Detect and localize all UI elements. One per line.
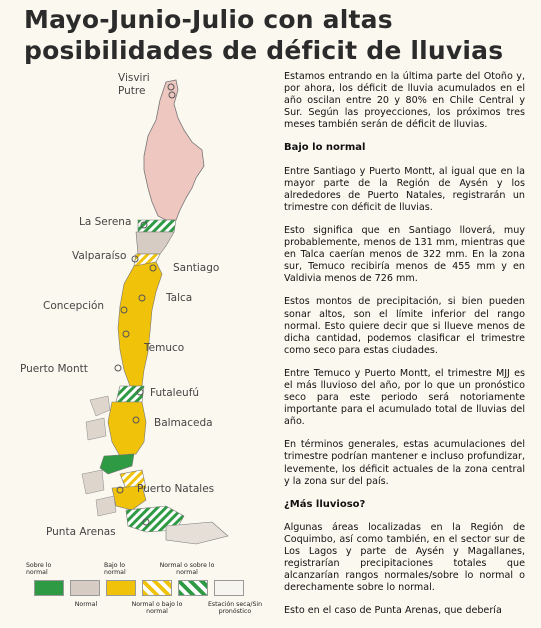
legend-swatch-normal (70, 580, 100, 596)
label-putre: Putre (118, 85, 146, 97)
legend-label-estacion-seca: Estación seca/Sin pronóstico (207, 601, 263, 615)
label-santiago: Santiago (173, 262, 220, 274)
label-concepcion: Concepción (43, 300, 105, 312)
label-puerto-montt: Puerto Montt (20, 363, 88, 375)
label-futaleufu: Futaleufú (150, 387, 200, 399)
legend-label-sobre-normal: Sobre lo normal (26, 562, 52, 576)
page-title: Mayo-Junio-Julio con altas posibilidades de déficit de lluvias (24, 5, 504, 65)
heading-mas-lluvioso: ¿Más lluvioso? (284, 498, 366, 510)
paragraph-6: Algunas áreas localizadas en la Región de Coquimbo, así como también, en el sector sur de Los Lagos y parte de Aysén y Magallanes, registrarían precipitaciones totales que alcanzarían rangos normales/sobre lo normal o derechamente sobre lo normal. (284, 521, 525, 594)
map-zone-bajo-normal (118, 262, 162, 386)
chile-forecast-map (16, 70, 276, 550)
legend-label-normal: Normal (74, 601, 98, 608)
label-balmaceda: Balmaceda (154, 417, 213, 429)
label-punta-arenas: Punta Arenas (46, 526, 116, 538)
paragraph-5: En términos generales, estas acumulaciones del trimestre podrían mantener e incluso profundizar, levemente, los déficit actuales de la zona central y la zona sur del país. (284, 439, 525, 487)
map-zone-futaleufu-hatch (116, 386, 144, 402)
legend-swatch-estacion-seca (214, 580, 244, 596)
label-talca: Talca (166, 292, 193, 304)
heading-bajo-normal: Bajo lo normal (284, 142, 366, 154)
legend-swatch-bajo-normal (106, 580, 136, 596)
legend-swatch-normal-o-sobre (178, 580, 208, 596)
marker-puerto-montt (115, 365, 121, 371)
map-zone-sobre-normal (100, 454, 134, 474)
legend-label-bajo-normal: Bajo lo normal (104, 562, 126, 576)
paragraph-4: Entre Temuco y Puerto Montt, el trimestre MJJ es el más lluvioso del año, por lo que un pronóstico seco para este periodo será notoriamente importante para el acumulado total de lluvias del año. (284, 367, 525, 428)
map-legend (26, 560, 276, 618)
paragraph-1: Entre Santiago y Puerto Montt, al igual que en la mayor parte de la Región de Aysén y los alrededores de Puerto Natales, registrarán un trimestre con déficit de lluvias. (284, 165, 525, 213)
label-temuco: Temuco (144, 342, 185, 354)
map-zone-aysen (108, 402, 146, 456)
label-la-serena: La Serena (79, 216, 132, 228)
article-body (284, 71, 525, 628)
legend-label-normal-o-sobre: Normal o sobre lo normal (159, 562, 215, 576)
map-zone-north (144, 80, 204, 220)
label-puerto-natales: Puerto Natales (137, 483, 215, 495)
paragraph-7: Esto en el caso de Punta Arenas, que debería (284, 605, 502, 617)
legend-swatch-normal-o-bajo (142, 580, 172, 596)
paragraph-2: Esto significa que en Santiago lloverá, muy probablemente, menos de 131 mm, mientras que en Talca caerían menos de 322 mm. En la zona sur, Temuco recibiría menos de 455 mm y en Valdivia menos de 726 mm. (284, 224, 525, 285)
legend-label-normal-o-bajo: Normal o bajo lo normal (131, 601, 183, 615)
label-valparaiso: Valparaíso (72, 250, 127, 262)
paragraph-3: Estos montos de precipitación, si bien pueden sonar altos, son el límite inferior del rango normal. Esto quiere decir que si llueve menos de dicha cantidad, podemos clasificar el trimestre como seco para estas ciudades. (284, 296, 525, 356)
map-zone-fuego (166, 522, 228, 544)
map-zone-normal (136, 232, 174, 254)
label-visviri: Visviri (118, 72, 150, 84)
legend-swatch-sobre-normal (34, 580, 64, 596)
article-intro: Estamos entrando en la última parte del Otoño y, por ahora, los déficit de lluvia acumulados en el año oscilan entre 20 y 80% en Chile Central y Sur. Según las proyecciones, los próximos tres meses también serán de déficit de lluvias. (284, 71, 525, 131)
